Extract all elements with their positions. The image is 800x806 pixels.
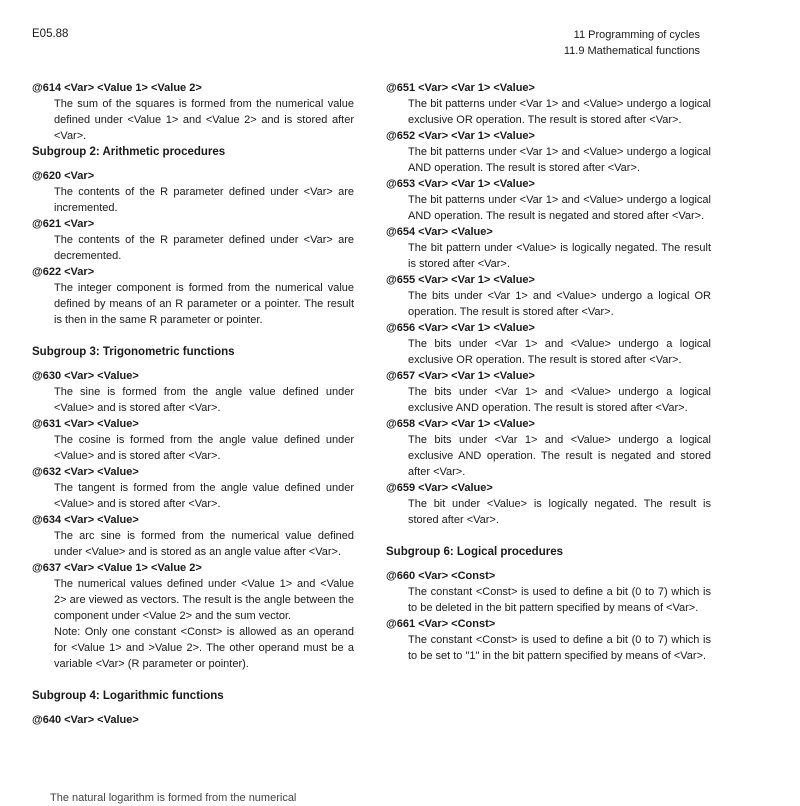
- function-code-622: @622 <Var>: [32, 266, 95, 278]
- section-title: 11.9 Mathematical functions: [563, 45, 700, 57]
- subgroup-3-heading: Subgroup 3: Trigonometric functions: [32, 346, 235, 358]
- function-desc-620: The contents of the R parameter defined under <Var> are incremented.: [54, 186, 354, 214]
- function-desc-651: The bit patterns under <Var 1> and <Value> undergo a logical exclusive OR operation. The result is stored after <Var>.: [408, 98, 711, 126]
- chapter-title: 11 Programming of cycles: [573, 29, 700, 41]
- function-code-651: @651 <Var> <Var 1> <Value>: [386, 82, 535, 94]
- function-desc-657: The bits under <Var 1> and <Value> undergo a logical exclusive AND operation. The result is stored after <Var>.: [408, 386, 711, 414]
- function-code-640: @640 <Var> <Value>: [32, 714, 139, 726]
- function-desc-632: The tangent is formed from the angle value defined under <Value> and is stored after <Var>.: [54, 482, 354, 510]
- function-desc-656: The bits under <Var 1> and <Value> undergo a logical exclusive OR operation. The result is stored after <Var>.: [408, 338, 711, 366]
- function-desc-655: The bits under <Var 1> and <Value> undergo a logical OR operation. The result is stored after <Var>.: [408, 290, 711, 318]
- function-code-653: @653 <Var> <Var 1> <Value>: [386, 178, 535, 190]
- function-desc-637: The numerical values defined under <Value 1> and <Value 2> are viewed as vectors. The result is the angle between the component under <Value 2> and the sum vector.: [54, 578, 354, 622]
- function-desc-653: The bit patterns under <Var 1> and <Value> undergo a logical AND operation. The result is negated and stored after <Var>.: [408, 194, 711, 222]
- document-code: E05.88: [32, 28, 69, 40]
- subgroup-2-heading: Subgroup 2: Arithmetic procedures: [32, 146, 226, 158]
- function-code-658: @658 <Var> <Var 1> <Value>: [386, 418, 535, 430]
- cut-off-text: The natural logarithm is formed from the numerical: [50, 792, 297, 804]
- function-desc-659: The bit under <Value> is logically negated. The result is stored after <Var>.: [408, 498, 711, 526]
- function-code-632: @632 <Var> <Value>: [32, 466, 139, 478]
- function-note-637: Note: Only one constant <Const> is allowed as an operand for <Value 1> and >Value 2>. The other operand must be a variable <Var> (R parameter or pointer).: [54, 626, 354, 670]
- function-code-655: @655 <Var> <Var 1> <Value>: [386, 274, 535, 286]
- function-code-657: @657 <Var> <Var 1> <Value>: [386, 370, 535, 382]
- function-code-631: @631 <Var> <Value>: [32, 418, 139, 430]
- function-desc-660: The constant <Const> is used to define a bit (0 to 7) which is to be deleted in the bit pattern specified by means of <Var>.: [408, 586, 711, 614]
- section-header: [564, 27, 700, 59]
- function-code-660: @660 <Var> <Const>: [386, 570, 496, 582]
- function-desc-622: The integer component is formed from the numerical value defined by means of an R parameter or a pointer. The result is then in the same R parameter or pointer.: [54, 282, 354, 326]
- function-desc-630: The sine is formed from the angle value defined under <Value> and is stored after <Var>.: [54, 386, 354, 414]
- function-code-621: @621 <Var>: [32, 218, 95, 230]
- function-code-654: @654 <Var> <Value>: [386, 226, 493, 238]
- function-desc-631: The cosine is formed from the angle value defined under <Value> and is stored after <Var>.: [54, 434, 354, 462]
- function-desc-634: The arc sine is formed from the numerical value defined under <Value> and is stored as an angle value after <Var>.: [54, 530, 354, 558]
- function-code-634: @634 <Var> <Value>: [32, 514, 139, 526]
- function-code-620: @620 <Var>: [32, 170, 95, 182]
- right-column: [386, 80, 711, 664]
- function-desc-614: The sum of the squares is formed from the numerical value defined under <Value 1> and <Value 2> and is stored after <Var>.: [54, 98, 354, 142]
- subgroup-6-heading: Subgroup 6: Logical procedures: [386, 546, 563, 558]
- function-code-659: @659 <Var> <Value>: [386, 482, 493, 494]
- left-column: [32, 80, 354, 728]
- function-code-652: @652 <Var> <Var 1> <Value>: [386, 130, 535, 142]
- function-code-661: @661 <Var> <Const>: [386, 618, 496, 630]
- subgroup-4-heading: Subgroup 4: Logarithmic functions: [32, 690, 224, 702]
- function-code-614: @614 <Var> <Value 1> <Value 2>: [32, 82, 202, 94]
- function-code-630: @630 <Var> <Value>: [32, 370, 139, 382]
- function-desc-621: The contents of the R parameter defined under <Var> are decremented.: [54, 234, 354, 262]
- function-desc-654: The bit pattern under <Value> is logically negated. The result is stored after <Var>.: [408, 242, 711, 270]
- function-code-637: @637 <Var> <Value 1> <Value 2>: [32, 562, 202, 574]
- function-desc-658: The bits under <Var 1> and <Value> undergo a logical exclusive AND operation. The result is negated and stored after <Var>.: [408, 434, 711, 478]
- function-code-656: @656 <Var> <Var 1> <Value>: [386, 322, 535, 334]
- function-desc-652: The bit patterns under <Var 1> and <Value> undergo a logical AND operation. The result is stored after <Var>.: [408, 146, 711, 174]
- function-desc-661: The constant <Const> is used to define a bit (0 to 7) which is to be set to "1" in the bit pattern specified by means of <Var>.: [408, 634, 711, 662]
